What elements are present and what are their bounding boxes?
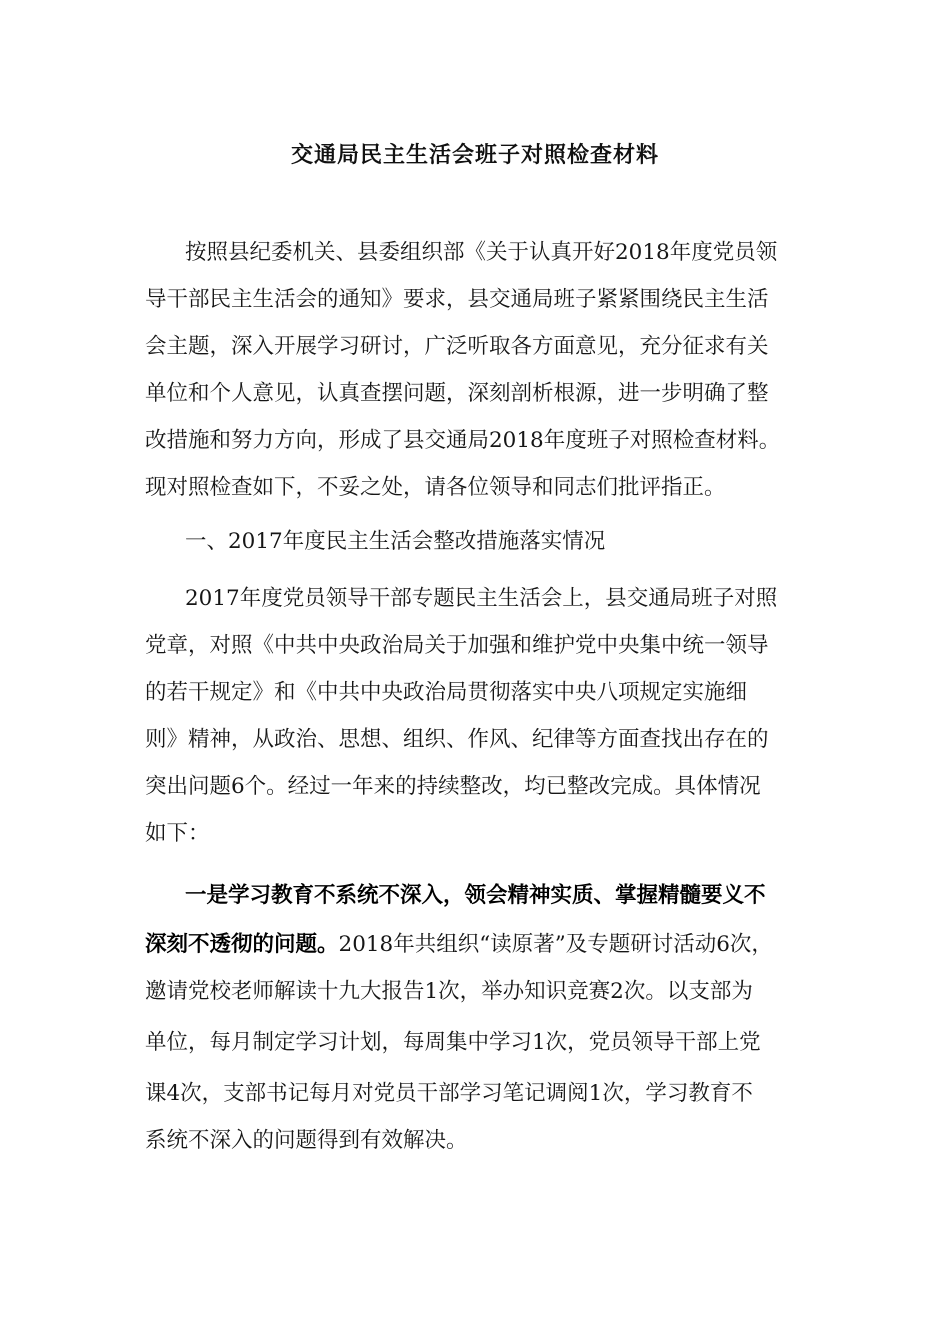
paragraph-line: 课4次，支部书记每月对党员干部学习笔记调阅1次，学习教育不 <box>145 1081 753 1106</box>
paragraph-line: 系统不深入的问题得到有效解决。 <box>145 1128 468 1153</box>
mixed-line <box>145 925 773 965</box>
paragraph-line: 单位，每月制定学习计划，每周集中学习1次，党员领导干部上党 <box>145 1030 761 1055</box>
paragraph-line: 邀请党校老师解读十九大报告1次，举办知识竞赛2次。以支部为 <box>145 979 753 1004</box>
paragraph-line: 按照县纪委机关、县委组织部《关于认真开好2018年度党员领 <box>185 240 778 265</box>
paragraph-text: 2018年共组织“读原著”及专题研讨活动6次， <box>338 932 773 957</box>
document-title: 交通局民主生活会班子对照检查材料 <box>290 143 659 168</box>
paragraph-line: 改措施和努力方向，形成了县交通局2018年度班子对照检查材料。 <box>145 428 781 453</box>
paragraph-line: 的若干规定》和《中共中央政治局贯彻落实中央八项规定实施细 <box>145 680 748 705</box>
paragraph-line: 单位和个人意见，认真查摆问题，深刻剖析根源，进一步明确了整 <box>145 381 769 406</box>
paragraph-line: 2017年度党员领导干部专题民主生活会上，县交通局班子对照 <box>185 586 778 611</box>
paragraph-line: 会主题，深入开展学习研讨，广泛听取各方面意见，充分征求有关 <box>145 334 769 359</box>
paragraph-line: 导干部民主生活会的通知》要求，县交通局班子紧紧围绕民主生活 <box>145 287 769 312</box>
paragraph-line: 突出问题6个。经过一年来的持续整改，均已整改完成。具体情况 <box>145 774 761 799</box>
section-heading: 一、2017年度民主生活会整改措施落实情况 <box>185 529 606 554</box>
paragraph-line: 现对照检查如下，不妥之处，请各位领导和同志们批评指正。 <box>145 475 726 500</box>
paragraph-line: 如下： <box>145 821 210 846</box>
bold-problem-line: 一是学习教育不系统不深入，领会精神实质、掌握精髓要义不 <box>185 883 766 908</box>
bold-problem-text: 深刻不透彻的问题。 <box>145 932 339 957</box>
paragraph-line: 党章，对照《中共中央政治局关于加强和维护党中央集中统一领导 <box>145 633 769 658</box>
paragraph-line: 则》精神，从政治、思想、组织、作风、纪律等方面查找出存在的 <box>145 727 769 752</box>
